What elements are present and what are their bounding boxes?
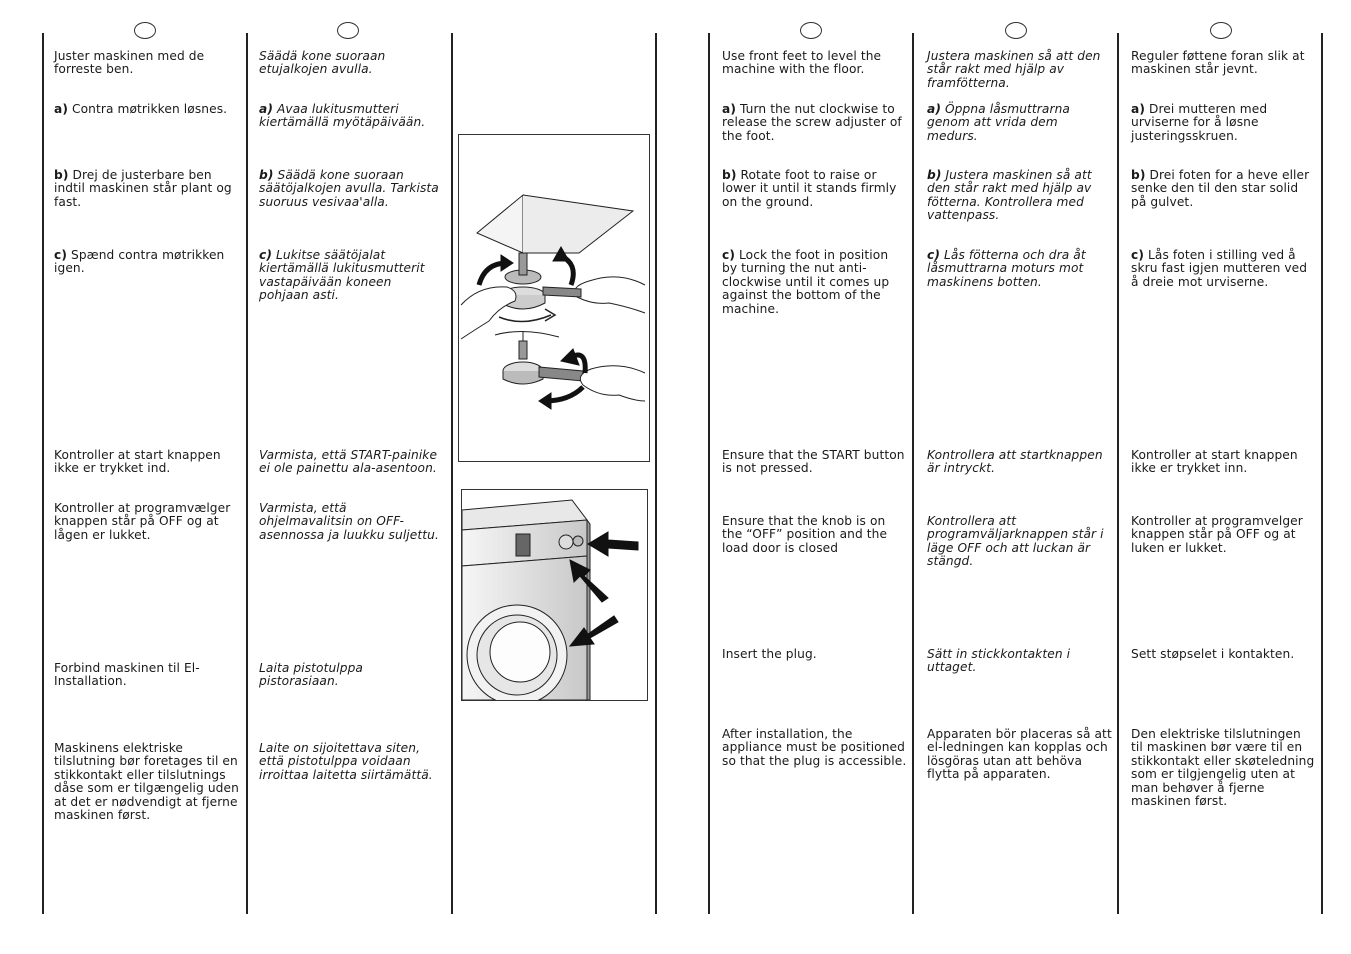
knob-check-text: Kontrollera att programväljarknappen står i läge OFF och att luckan är stängd. <box>927 514 1104 569</box>
column-divider <box>1321 33 1323 914</box>
plug-text: Insert the plug. <box>722 647 817 661</box>
column-divider <box>42 33 44 914</box>
start-check-text: Varmista, että START-painike ei ole painettu ala-asentoon. <box>259 448 438 476</box>
column-divider <box>451 33 453 914</box>
foot-adjustment-drawing <box>459 135 649 461</box>
control-panel-illustration <box>461 489 648 701</box>
column-divider <box>912 33 914 914</box>
step-label: c) <box>1131 248 1144 262</box>
step-a <box>1131 103 1316 143</box>
step-b <box>1131 169 1316 209</box>
step-b <box>927 169 1112 223</box>
knob-check-text: Kontroller at programvelger knappen står på OFF og at luken er lukket. <box>1131 514 1303 555</box>
start-check-text: Kontroller at start knappen ikke er trykket ind. <box>54 448 221 476</box>
step-label: b) <box>722 168 737 182</box>
column-divider <box>655 33 657 914</box>
intro-text: Säädä kone suoraan etujalkojen avulla. <box>259 49 386 77</box>
step-text: Lås foten i stilling ved å skru fast igjen mutteren ved å dreie mot urviserne. <box>1131 248 1308 289</box>
step-b <box>259 169 444 209</box>
step-b <box>54 169 239 209</box>
intro-text: Reguler føttene foran slik at maskinen står jevnt. <box>1131 49 1305 77</box>
step-label: b) <box>927 168 942 182</box>
language-flag-icon <box>1005 22 1027 39</box>
step-c <box>927 249 1112 289</box>
step-text: Öppna låsmuttrarna genom att vrida dem medurs. <box>927 102 1070 143</box>
step-label: c) <box>722 248 735 262</box>
step-text: Lås fötterna och dra åt låsmuttrarna moturs mot maskinens botten. <box>927 248 1086 289</box>
step-a <box>927 103 1112 143</box>
step-a <box>259 103 444 130</box>
step-label: a) <box>927 102 941 116</box>
step-c <box>259 249 444 303</box>
access-text: Den elektriske tilslutningen til maskinen bør være til en stikkontakt eller skøteledning som er tilgjengelig uten at man behøver å fjerne maskinen først. <box>1131 727 1315 809</box>
step-a <box>722 103 907 143</box>
step-text: Drei foten for a heve eller senke den til den star solid på gulvet. <box>1131 168 1310 209</box>
step-b <box>722 169 907 209</box>
control-panel-drawing <box>462 490 647 700</box>
plug-text: Laita pistotulppa pistorasiaan. <box>259 661 364 689</box>
plug-text: Sett støpselet i kontakten. <box>1131 647 1295 661</box>
step-label: c) <box>259 248 272 262</box>
knob-check-text: Varmista, että ohjelmavalitsin on OFF-asennossa ja luukku suljettu. <box>259 501 439 542</box>
step-label: b) <box>54 168 69 182</box>
intro-text: Justera maskinen så att den står rakt med hjälp av framfötterna. <box>927 49 1101 90</box>
step-text: Drei mutteren med urviserne for å løsne justeringsskruen. <box>1131 102 1268 143</box>
step-text: Lock the foot in position by turning the nut anti-clockwise until it comes up against the bottom of the machine. <box>722 248 890 316</box>
language-flag-icon <box>337 22 359 39</box>
column-divider <box>1117 33 1119 914</box>
column-divider <box>246 33 248 914</box>
step-text: Lukitse säätöjalat kiertämällä lukitusmutterit vastapäivään koneen pohjaan asti. <box>259 248 425 303</box>
step-label: a) <box>259 102 273 116</box>
step-label: c) <box>54 248 67 262</box>
knob-check-text: Kontroller at programvælger knappen står på OFF og at lågen er lukket. <box>54 501 231 542</box>
step-a <box>54 103 239 116</box>
access-text: Maskinens elektriske tilslutning bør foretages til en stikkontakt eller tilslutnings dåse som er tilgængelig uden at det er nødvendigt at fjerne maskinen først. <box>54 741 239 823</box>
step-text: Avaa lukitusmutteri kiertämällä myötäpäivään. <box>259 102 426 130</box>
step-c <box>1131 249 1316 289</box>
start-check-text: Kontrollera att startknappen är intryckt. <box>927 448 1103 476</box>
step-text: Justera maskinen så att den står rakt med hjälp av fötterna. Kontrollera med vattenpass. <box>927 168 1092 223</box>
intro-text: Juster maskinen med de forreste ben. <box>54 49 205 77</box>
step-label: b) <box>259 168 274 182</box>
foot-adjustment-illustration <box>458 134 650 462</box>
step-label: c) <box>927 248 940 262</box>
step-text: Turn the nut clockwise to release the screw adjuster of the foot. <box>722 102 902 143</box>
language-flag-icon <box>1210 22 1232 39</box>
plug-text: Forbind maskinen til El-Installation. <box>54 661 200 689</box>
step-label: a) <box>722 102 736 116</box>
step-text: Säädä kone suoraan säätöjalkojen avulla. Tarkista suoruus vesivaa'alla. <box>259 168 439 209</box>
step-c <box>722 249 907 316</box>
step-text: Contra møtrikken løsnes. <box>71 102 228 116</box>
step-label: a) <box>1131 102 1145 116</box>
start-check-text: Kontroller at start knappen ikke er trykket inn. <box>1131 448 1298 476</box>
language-flag-icon <box>134 22 156 39</box>
intro-text: Use front feet to level the machine with the floor. <box>722 49 882 77</box>
access-text: After installation, the appliance must be positioned so that the plug is accessible. <box>722 727 907 768</box>
start-check-text: Ensure that the START button is not pressed. <box>722 448 905 476</box>
step-text: Drej de justerbare ben indtil maskinen står plant og fast. <box>54 168 232 209</box>
access-text: Apparaten bör placeras så att el-ledningen kan kopplas och lösgöras utan att behöva flytta på apparaten. <box>927 727 1112 782</box>
plug-text: Sätt in stickkontakten i uttaget. <box>927 647 1071 675</box>
step-text: Spænd contra møtrikken igen. <box>54 248 225 276</box>
step-text: Rotate foot to raise or lower it until it stands firmly on the ground. <box>722 168 897 209</box>
knob-check-text: Ensure that the knob is on the “OFF” position and the load door is closed <box>722 514 888 555</box>
step-c <box>54 249 239 276</box>
column-divider <box>708 33 710 914</box>
language-flag-icon <box>800 22 822 39</box>
access-text: Laite on sijoitettava siten, että pistotulppa voidaan irroittaa laitetta siirtämättä. <box>259 741 433 782</box>
step-label: a) <box>54 102 68 116</box>
step-label: b) <box>1131 168 1146 182</box>
